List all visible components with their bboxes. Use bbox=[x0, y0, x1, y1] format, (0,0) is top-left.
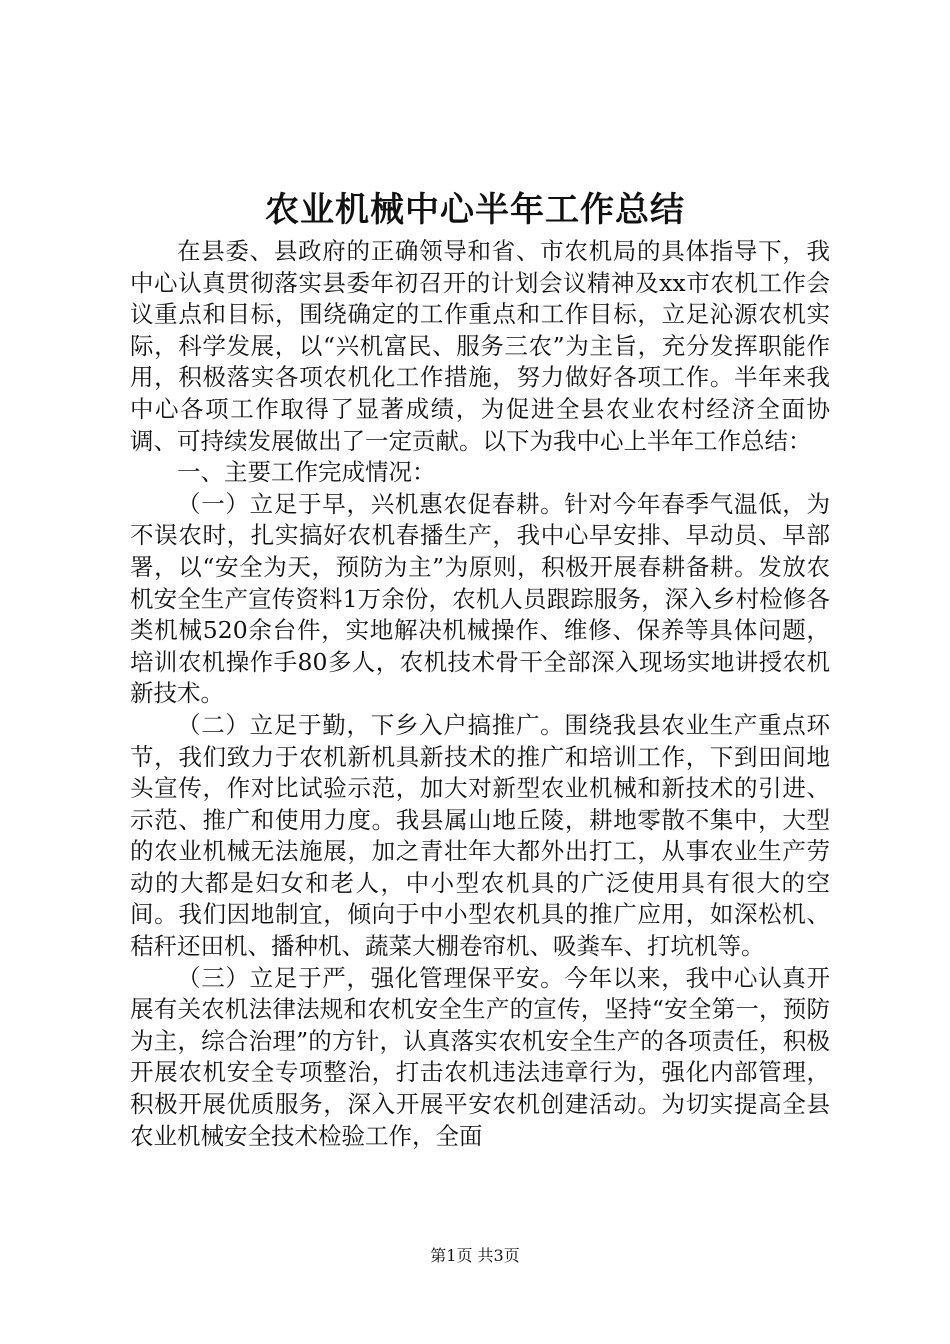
document-title: 农业机械中心半年工作总结 bbox=[265, 190, 685, 230]
page-footer: 第1页 共3页 bbox=[430, 1246, 520, 1265]
paragraph-item-3: （三）立足于严，强化管理保平安。今年以来，我中心认真开展有关农机法律法规和农机安全生产的宣传，坚持“安全第一，预防为主，综合治理”的方针，认真落实农机安全生产的各项责任，积极开展农机安全专项整治，打击农机违法违章行为，强化内部管理，积极开展优质服务，深入开展平安农机创建活动。为切实提高全县农业机械安全技术检验工作，全面 bbox=[130, 963, 830, 1150]
paragraph-intro: 在县委、县政府的正确领导和省、市农机局的具体指导下，我中心认真贯彻落实县委年初召开的计划会议精神及xx市农机工作会议重点和目标，围绕确定的工作重点和工作目标，立足沁源农机实际，科学发展，以“兴机富民、服务三农”为主旨，充分发挥职能作用，积极落实各项农机化工作措施，努力做好各项工作。半年来我中心各项工作取得了显著成绩，为促进全县农业农村经济全面协调、可持续发展做出了一定贡献。以下为我中心上半年工作总结： bbox=[130, 237, 830, 455]
paragraph-item-2: （二）立足于勤，下乡入户搞推广。围绕我县农业生产重点环节，我们致力于农机新机具新技术的推广和培训工作，下到田间地头宣传，作对比试验示范，加大对新型农业机械和新技术的引进、示范、推广和使用力度。我县属山地丘陵，耕地零散不集中，大型的农业机械无法施展，加之青壮年大都外出打工，从事农业生产劳动的大都是妇女和老人，中小型农机具的广泛使用具有很大的空间。我们因地制宜，倾向于中小型农机具的推广应用，如深松机、秸秆还田机、播种机、蔬菜大棚卷帘机、吸粪车、打坑机等。 bbox=[130, 710, 830, 961]
document-body bbox=[130, 236, 830, 1152]
paragraph-item-1: （一）立足于早，兴机惠农促春耕。针对今年春季气温低，为不误农时，扎实搞好农机春播生产，我中心早安排、早动员、早部署，以“安全为天，预防为主”为原则，积极开展春耕备耕。发放农机安全生产宣传资料1万余份，农机人员跟踪服务，深入乡村检修各类机械520余台件，实地解决机械操作、维修、保养等具体问题，培训农机操作手80多人，农机技术骨干全部深入现场实地讲授农机新技术。 bbox=[130, 489, 830, 708]
paragraph-section-heading: 一、主要工作完成情况： bbox=[177, 458, 436, 487]
